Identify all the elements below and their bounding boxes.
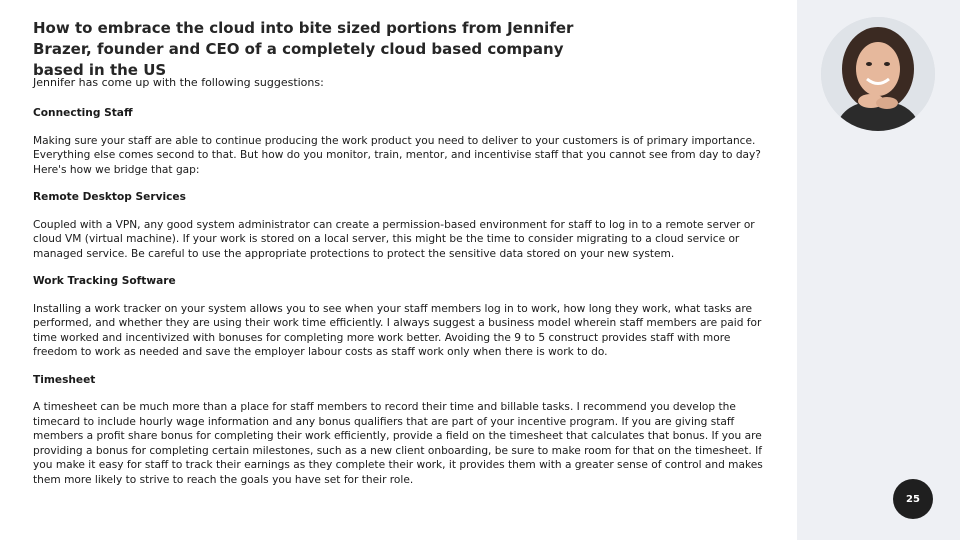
section-heading-remote-desktop: Remote Desktop Services [33, 191, 186, 203]
section-body-work-tracking: Installing a work tracker on your system allows you to see when your staff members log in to work, how long they work, what tasks are performed, and whether they are using their work time efficiently. I always suggest a business model wherein staff members are paid for time worked and incentivized with bonuses for completing more work better. Avoiding the 9 to 5 construct provides staff with more freedom to work as needed and save the employer labour costs as staff work only when there is work to do. [33, 302, 762, 358]
intro-text: Jennifer has come up with the following suggestions: [33, 76, 324, 89]
avatar [821, 17, 935, 131]
content-body [33, 106, 771, 487]
section-heading-connecting-staff: Connecting Staff [33, 107, 133, 119]
section-body-connecting-staff: Making sure your staff are able to continue producing the work product you need to deliver to your customers is of primary importance. Everything else comes second to that. But how do you monitor, train, mentor, and incentivise staff that you cannot see from day to day? Here's how we bridge that gap: [33, 134, 761, 176]
portrait-photo-icon [821, 17, 935, 131]
section-heading-work-tracking: Work Tracking Software [33, 275, 176, 287]
section-heading-timesheet: Timesheet [33, 373, 96, 386]
section-body-timesheet: A timesheet can be much more than a place for staff members to record their time and billable tasks. I recommend you develop the timecard to include hourly wage information and any bonus qualifiers that are part of your incentive program. If you are giving staff members a profit share bonus for completing their work efficiently, provide a field on the timesheet that calculates that bonus. If you are providing a bonus for completing certain milestones, such as a new client onboarding, be sure to make room for that on the timesheet. If you make it easy for staff to track their earnings as they complete their work, it provides them with a greater sense of control and makes them more likely to strive to reach the goals you have set for their role. [33, 401, 763, 486]
page-number-badge: 25 [893, 479, 933, 519]
slide-title: How to embrace the cloud into bite sized portions from Jennifer Brazer, founder and CEO of a completely cloud based company based in the US [33, 19, 574, 79]
section-body-remote-desktop: Coupled with a VPN, any good system administrator can create a permission-based environment for staff to log in to a remote server or cloud VM (virtual machine). If your work is stored on a local server, this might be the time to consider migrating to a cloud service or managed service. Be careful to use the appropriate protections to protect the sensitive data stored on your new system. [33, 218, 755, 260]
